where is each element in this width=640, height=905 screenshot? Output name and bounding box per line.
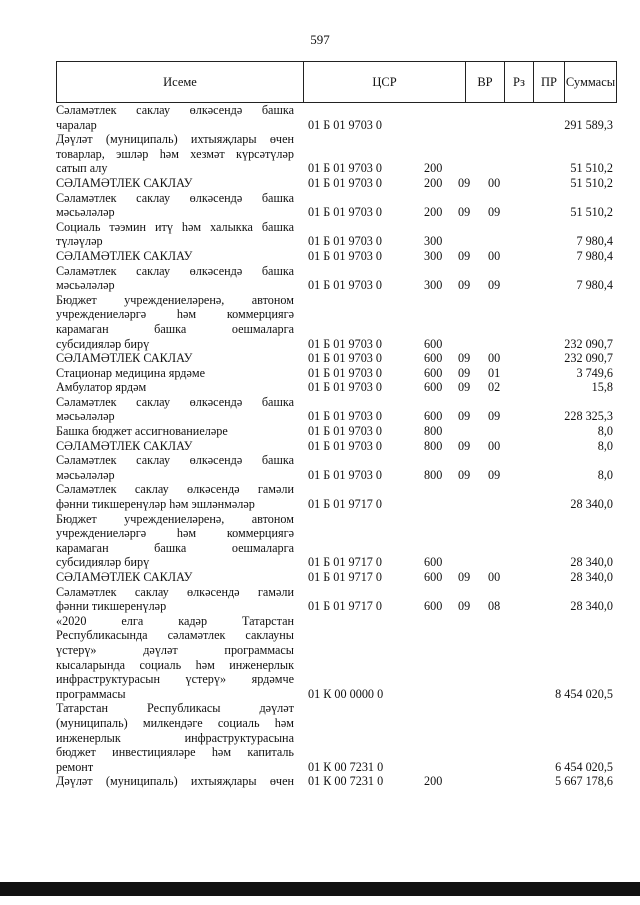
row-sum: 7 980,4 — [576, 278, 613, 293]
row-vr: 600 — [424, 599, 443, 614]
row-name-line: мәсьәләләр — [56, 205, 115, 220]
row-sum: 28 340,0 — [570, 570, 613, 584]
row-sum: 28 340,0 — [570, 599, 613, 614]
row-sum: 51 510,2 — [570, 205, 613, 220]
row-vr: 300 — [424, 234, 443, 249]
header-name: Исеме — [57, 62, 304, 102]
table-row — [56, 264, 617, 293]
row-name-line: Сәламәтлек саклау өлкәсендә башка — [56, 190, 294, 205]
row-name — [56, 191, 294, 220]
row-rz: 09 — [458, 409, 471, 424]
row-csr: 01 К 00 7231 0 — [308, 759, 384, 774]
row-pr: 00 — [488, 351, 501, 366]
row-csr: 01 К 00 0000 0 — [308, 686, 384, 701]
row-sum: 8,0 — [597, 424, 613, 439]
row-name-line: мәсьәләләр — [56, 409, 115, 424]
row-name-line: Бюджет учреждениеләренә, автоном — [56, 292, 294, 307]
bottom-border — [0, 882, 640, 896]
row-csr: 01 Б 01 9703 0 — [308, 424, 383, 439]
row-vr: 600 — [424, 351, 443, 366]
row-name-line: субсидияләр бирү — [56, 336, 150, 351]
row-name — [56, 249, 294, 264]
row-name — [56, 482, 294, 511]
row-csr: 01 Б 01 9703 0 — [308, 278, 383, 293]
table-row — [56, 191, 617, 220]
row-name — [56, 132, 294, 176]
row-vr: 800 — [424, 438, 443, 453]
row-csr: 01 Б 01 9703 0 — [308, 409, 383, 424]
row-name — [56, 264, 294, 293]
row-name — [56, 103, 294, 132]
row-name-line: СӘЛАМӘТЛЕК САКЛАУ — [56, 438, 193, 453]
row-sum: 8,0 — [597, 438, 613, 453]
row-name-line: фәнни тикшеренүләр — [56, 599, 167, 614]
row-sum: 7 980,4 — [576, 248, 613, 263]
table-row — [56, 774, 617, 789]
table-body — [56, 103, 617, 789]
row-name-line: Сәламәтлек саклау өлкәсендә башка — [56, 263, 294, 278]
row-rz: 09 — [458, 278, 471, 293]
row-name-line: Республикасында сәламәтлек саклауны — [56, 628, 294, 643]
row-rz: 09 — [458, 599, 471, 614]
table-row — [56, 570, 617, 585]
row-name-line: Сәламәтлек саклау өлкәсендә гамәли — [56, 584, 294, 599]
table-row — [56, 439, 617, 454]
row-pr: 00 — [488, 570, 501, 584]
row-name-line: СӘЛАМӘТЛЕК САКЛАУ — [56, 175, 193, 190]
row-name — [56, 453, 294, 482]
row-csr: 01 Б 01 9717 0 — [308, 497, 383, 512]
row-name — [56, 176, 294, 191]
row-name — [56, 439, 294, 454]
row-name-line: (муниципаль) милкендәге социаль һәм — [56, 715, 294, 730]
table-row — [56, 395, 617, 424]
row-name — [56, 380, 294, 395]
row-rz: 09 — [458, 205, 471, 220]
row-csr: 01 К 00 7231 0 — [308, 774, 384, 789]
row-name — [56, 220, 294, 249]
row-sum: 8 454 020,5 — [555, 686, 613, 701]
row-rz: 09 — [458, 365, 471, 380]
row-name-line: сатып алу — [56, 161, 108, 176]
row-name-line: Социаль тәэмин итү һәм халыкка башка — [56, 219, 294, 234]
row-pr: 09 — [488, 278, 501, 293]
row-name-line: учреждениеләргә һәм коммерциягә — [56, 526, 294, 541]
row-pr: 00 — [488, 438, 501, 453]
row-pr: 02 — [488, 380, 501, 395]
row-name — [56, 585, 294, 614]
row-name-line: Татарстан Республикасы дәүләт — [56, 701, 294, 716]
row-pr: 08 — [488, 599, 501, 614]
header-pr: ПР — [534, 62, 565, 102]
row-name-line: кысаларында социаль һәм инженерлык — [56, 657, 294, 672]
row-rz: 09 — [458, 175, 471, 190]
row-rz: 09 — [458, 467, 471, 482]
row-sum: 228 325,3 — [564, 409, 613, 424]
row-sum: 8,0 — [597, 467, 613, 482]
row-name-line: мәсьәләләр — [56, 467, 115, 482]
table-row — [56, 453, 617, 482]
row-vr: 600 — [424, 380, 443, 395]
table-row — [56, 424, 617, 439]
table-row — [56, 351, 617, 366]
row-vr: 300 — [424, 248, 443, 263]
row-vr: 800 — [424, 424, 443, 439]
row-sum: 232 090,7 — [564, 336, 613, 351]
header-csr: ЦСР — [304, 62, 466, 102]
header-rz: Рз — [505, 62, 534, 102]
row-csr: 01 Б 01 9703 0 — [308, 161, 383, 176]
row-name-line: «2020 елга кадәр Татарстан — [56, 613, 294, 628]
row-name-line: фәнни тикшеренүләр һәм эшләнмәләр — [56, 497, 255, 512]
row-name — [56, 366, 294, 381]
row-name-line: түләүләр — [56, 234, 103, 249]
row-name-line: бюджет инвестицияләре һәм капиталь — [56, 745, 294, 760]
row-csr: 01 Б 01 9717 0 — [308, 555, 383, 570]
table-row — [56, 249, 617, 264]
row-vr: 300 — [424, 278, 443, 293]
header-sum: Суммасы — [565, 74, 616, 89]
row-vr: 200 — [424, 205, 443, 220]
row-sum: 51 510,2 — [570, 175, 613, 190]
row-csr: 01 Б 01 9703 0 — [308, 248, 383, 263]
row-pr: 09 — [488, 467, 501, 482]
row-vr: 200 — [424, 161, 443, 176]
row-sum: 3 749,6 — [576, 365, 613, 380]
row-csr: 01 Б 01 9703 0 — [308, 336, 383, 351]
row-pr: 00 — [488, 248, 501, 263]
row-name-line: инженерлык инфраструктурасына — [56, 730, 294, 745]
row-vr: 600 — [424, 409, 443, 424]
table-row — [56, 614, 617, 702]
row-name — [56, 395, 294, 424]
row-sum: 291 589,3 — [564, 117, 613, 132]
row-rz: 09 — [458, 438, 471, 453]
row-name — [56, 570, 294, 585]
row-csr: 01 Б 01 9703 0 — [308, 351, 383, 366]
row-vr: 200 — [424, 175, 443, 190]
row-pr: 09 — [488, 205, 501, 220]
row-csr: 01 Б 01 9703 0 — [308, 205, 383, 220]
row-vr: 800 — [424, 467, 443, 482]
table-row — [56, 176, 617, 191]
row-csr: 01 Б 01 9703 0 — [308, 175, 383, 190]
table-row — [56, 701, 617, 774]
row-rz: 09 — [458, 248, 471, 263]
row-name-line: ремонт — [56, 759, 94, 774]
row-sum: 7 980,4 — [576, 234, 613, 249]
row-name — [56, 774, 294, 789]
row-name-line: карамаган башка оешмаларга — [56, 540, 294, 555]
row-vr: 600 — [424, 365, 443, 380]
row-csr: 01 Б 01 9703 0 — [308, 467, 383, 482]
table-row — [56, 482, 617, 511]
row-sum: 5 667 178,6 — [555, 774, 613, 789]
row-sum: 28 340,0 — [570, 497, 613, 512]
row-vr: 600 — [424, 555, 443, 570]
row-name — [56, 701, 294, 774]
row-sum: 6 454 020,5 — [555, 759, 613, 774]
row-name-line: учреждениеләргә һәм коммерциягә — [56, 307, 294, 322]
row-name-line: Сәламәтлек саклау өлкәсендә башка — [56, 394, 294, 409]
row-name-line: инфраструктурасын үстерү» ярдәмче — [56, 672, 294, 687]
row-name-line: чаралар — [56, 117, 97, 132]
row-pr: 01 — [488, 365, 501, 380]
row-name-line: Сәламәтлек саклау өлкәсендә гамәли — [56, 482, 294, 497]
table-header — [56, 61, 617, 103]
row-name — [56, 614, 294, 702]
row-csr: 01 Б 01 9703 0 — [308, 438, 383, 453]
row-vr: 600 — [424, 570, 443, 584]
row-name-line: программасы — [56, 686, 126, 701]
table-row — [56, 293, 617, 351]
table-row — [56, 132, 617, 176]
row-csr: 01 Б 01 9703 0 — [308, 365, 383, 380]
row-vr: 600 — [424, 336, 443, 351]
row-name — [56, 512, 294, 570]
row-pr: 09 — [488, 409, 501, 424]
row-sum: 51 510,2 — [570, 161, 613, 176]
table-row — [56, 220, 617, 249]
row-rz: 09 — [458, 380, 471, 395]
row-rz: 09 — [458, 570, 471, 584]
page-number: 597 — [310, 32, 330, 47]
row-csr: 01 Б 01 9717 0 — [308, 599, 383, 614]
row-name-line: Дәүләт (муниципаль) ихтыяҗлары өчен — [56, 774, 294, 789]
row-csr: 01 Б 01 9703 0 — [308, 234, 383, 249]
row-name-line: карамаган башка оешмаларга — [56, 321, 294, 336]
table-row — [56, 366, 617, 381]
row-csr: 01 Б 01 9703 0 — [308, 380, 383, 395]
row-name-line: Башка бюджет ассигнованиеләре — [56, 424, 228, 439]
row-name-line: СӘЛАМӘТЛЕК САКЛАУ — [56, 570, 193, 584]
table-row — [56, 380, 617, 395]
table-row — [56, 512, 617, 570]
row-name-line: Стационар медицина ярдәме — [56, 365, 206, 380]
row-name-line: Бюджет учреждениеләренә, автоном — [56, 511, 294, 526]
row-sum: 15,8 — [591, 380, 613, 395]
table-row — [56, 103, 617, 132]
row-name-line: Сәламәтлек саклау өлкәсендә башка — [56, 103, 294, 117]
header-vr: ВР — [466, 62, 505, 102]
row-name-line: товарлар, эшләр һәм хезмәт күрсәтүләр — [56, 146, 294, 161]
row-name — [56, 424, 294, 439]
table-row — [56, 585, 617, 614]
row-csr: 01 Б 01 9703 0 — [308, 117, 383, 132]
row-name-line: үстерү» дәүләт программасы — [56, 642, 294, 657]
row-name-line: Сәламәтлек саклау өлкәсендә башка — [56, 453, 294, 468]
row-vr: 200 — [424, 774, 443, 789]
row-csr: 01 Б 01 9717 0 — [308, 570, 383, 584]
row-name-line: СӘЛАМӘТЛЕК САКЛАУ — [56, 351, 193, 366]
row-sum: 232 090,7 — [564, 351, 613, 366]
row-name-line: СӘЛАМӘТЛЕК САКЛАУ — [56, 248, 193, 263]
row-sum: 28 340,0 — [570, 555, 613, 570]
row-rz: 09 — [458, 351, 471, 366]
row-name-line: субсидияләр бирү — [56, 555, 150, 570]
row-name-line: мәсьәләләр — [56, 278, 115, 293]
row-pr: 00 — [488, 175, 501, 190]
row-name-line: Дәүләт (муниципаль) ихтыяҗлары өчен — [56, 132, 294, 147]
row-name — [56, 351, 294, 366]
row-name — [56, 293, 294, 351]
row-name-line: Амбулатор ярдәм — [56, 380, 147, 395]
